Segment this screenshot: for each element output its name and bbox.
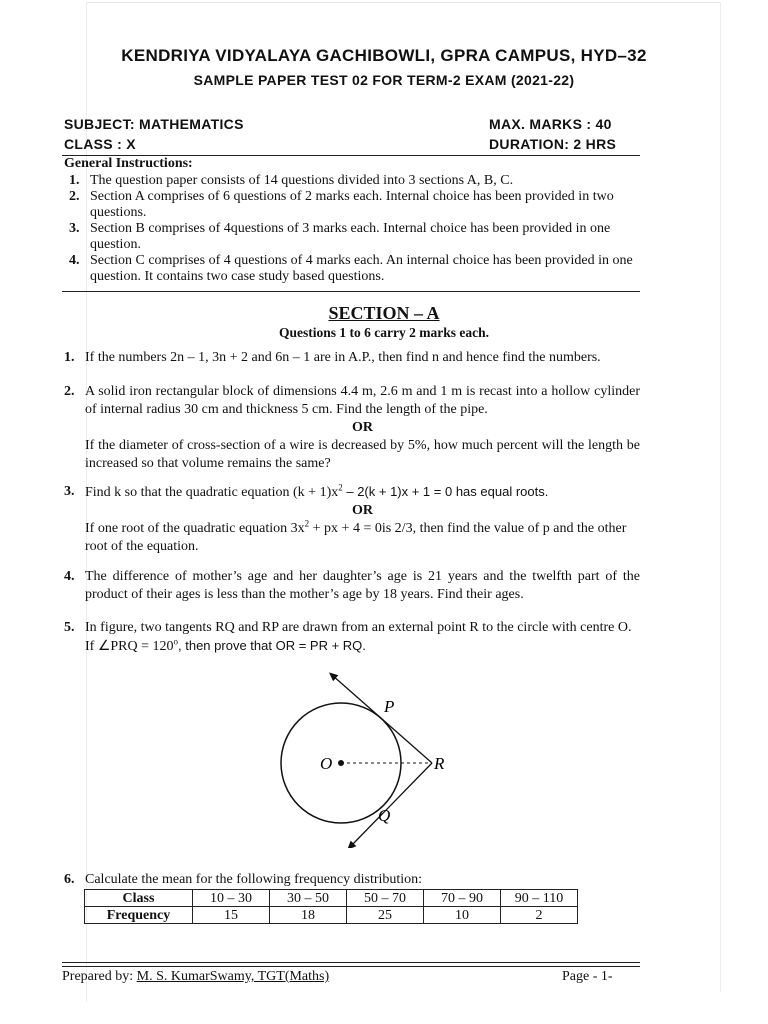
question-text: In figure, two tangents RQ and RP are drawn from an external point R to the circle with centre O. If ∠PRQ = 120 (85, 620, 632, 654)
instruction-text: Section A comprises of 6 questions of 2 marks each. Internal choice has been provided in two questions. (90, 189, 614, 220)
question-number: 6. (64, 872, 75, 887)
instructions-list (64, 173, 638, 285)
label-q: Q (378, 806, 391, 825)
question-text-cont: , then prove that OR = PR + RQ. (178, 638, 366, 653)
question-alt-text-cont: + px + 4 = 0is 2/3, then find the value of p and the other root of the equation. (85, 521, 627, 554)
superscript: o (173, 636, 179, 647)
table-cell: 30 – 50 (270, 890, 347, 907)
or-label: OR (352, 503, 373, 518)
question-text: Calculate the mean for the following frequency distribution: (85, 872, 423, 887)
page-frame-top (86, 2, 720, 3)
prepared-label: Prepared by: (62, 969, 137, 984)
table-row (85, 907, 578, 924)
question-number: 5. (64, 620, 75, 635)
subject-label: SUBJECT: MATHEMATICS (64, 116, 244, 132)
footer-rule (62, 962, 640, 963)
tangent-rp (332, 675, 432, 763)
label-r: R (434, 754, 445, 773)
question-2 (64, 383, 640, 473)
paper-title: SAMPLE PAPER TEST 02 FOR TERM-2 EXAM (2021-22) (193, 72, 575, 88)
footer-prepared (62, 969, 329, 985)
page-number: Page - 1- (562, 969, 613, 984)
table-row (85, 890, 578, 907)
school-name: KENDRIYA VIDYALAYA GACHIBOWLI, GPRA CAMPUS, HYD–32 (121, 46, 647, 65)
table-cell: 50 – 70 (347, 890, 424, 907)
instruction-number: 4. (69, 253, 80, 268)
instruction-text: Section B comprises of 4questions of 3 marks each. Internal choice has been provided in one question. (90, 221, 611, 252)
footer-rule (62, 966, 640, 967)
question-1 (64, 349, 640, 367)
instruction-number: 2. (69, 189, 80, 204)
instructions-rule (62, 291, 640, 292)
question-number: 4. (64, 569, 75, 584)
max-marks-label: MAX. MARKS : 40 (489, 116, 612, 132)
question-4 (64, 568, 640, 604)
instructions-title: General Instructions: (64, 156, 193, 171)
instruction-item (64, 253, 638, 285)
table-cell: 25 (347, 907, 424, 924)
superscript: 2 (338, 482, 343, 493)
question-alt-text: If one root of the quadratic equation 3x (85, 521, 305, 536)
table-cell: 15 (193, 907, 270, 924)
frequency-table (84, 889, 578, 924)
question-3 (64, 483, 640, 556)
section-title: SECTION – A (328, 303, 440, 323)
question-text: The difference of mother’s age and her daughter’s age is 21 years and the twelfth part of the product of their ages is less than the mother’s age by 18 years. Find their ages. (85, 569, 640, 602)
label-o: O (320, 754, 333, 773)
instruction-number: 1. (69, 173, 80, 188)
table-cell: 90 – 110 (501, 890, 578, 907)
or-label: OR (352, 420, 373, 435)
question-6 (64, 871, 640, 889)
label-p: P (384, 697, 395, 716)
instruction-item (64, 173, 638, 189)
table-cell: 2 (501, 907, 578, 924)
table-cell: 18 (270, 907, 347, 924)
question-alt-text: If the diameter of cross-section of a wire is decreased by 5%, how much percent will the length be increased so that volume remains the same? (85, 438, 640, 471)
instruction-item (64, 189, 638, 221)
instruction-item (64, 221, 638, 253)
duration-label: DURATION: 2 HRS (489, 136, 617, 152)
centre-point (338, 760, 344, 766)
question-text: A solid iron rectangular block of dimensions 4.4 m, 2.6 m and 1 m is recast into a hollow cylinder of internal radius 30 cm and thickness 5 cm. Find the length of the pipe. (85, 384, 640, 417)
table-cell: Frequency (85, 907, 193, 924)
page-frame-right (720, 2, 721, 992)
question-text: Find k so that the quadratic equation (k + 1)x (85, 485, 339, 500)
question-text: If the numbers 2n – 1, 3n + 2 and 6n – 1 are in A.P., then find n and hence find the numbers. (85, 350, 601, 365)
instruction-number: 3. (69, 221, 80, 236)
question-5 (64, 619, 640, 656)
question-number: 1. (64, 350, 75, 365)
prepared-by: M. S. KumarSwamy, TGT(Maths) (136, 969, 330, 984)
tangent-circle-figure (262, 668, 502, 848)
table-cell: Class (85, 890, 193, 907)
instruction-text: The question paper consists of 14 questions divided into 3 sections A, B, C. (90, 173, 514, 188)
table-cell: 70 – 90 (424, 890, 501, 907)
class-label: CLASS : X (64, 136, 136, 152)
superscript: 2 (304, 518, 310, 529)
instruction-text: Section C comprises of 4 questions of 4 marks each. An internal choice has been provided in one question. It contains two case study based questions. (90, 253, 633, 284)
question-number: 3. (64, 484, 75, 499)
table-cell: 10 (424, 907, 501, 924)
section-subtitle: Questions 1 to 6 carry 2 marks each. (279, 325, 489, 340)
tangent-rq (350, 763, 432, 847)
table-cell: 10 – 30 (193, 890, 270, 907)
question-text-cont: – 2(k + 1)x + 1 = 0 has equal roots. (342, 484, 549, 499)
question-number: 2. (64, 384, 75, 399)
